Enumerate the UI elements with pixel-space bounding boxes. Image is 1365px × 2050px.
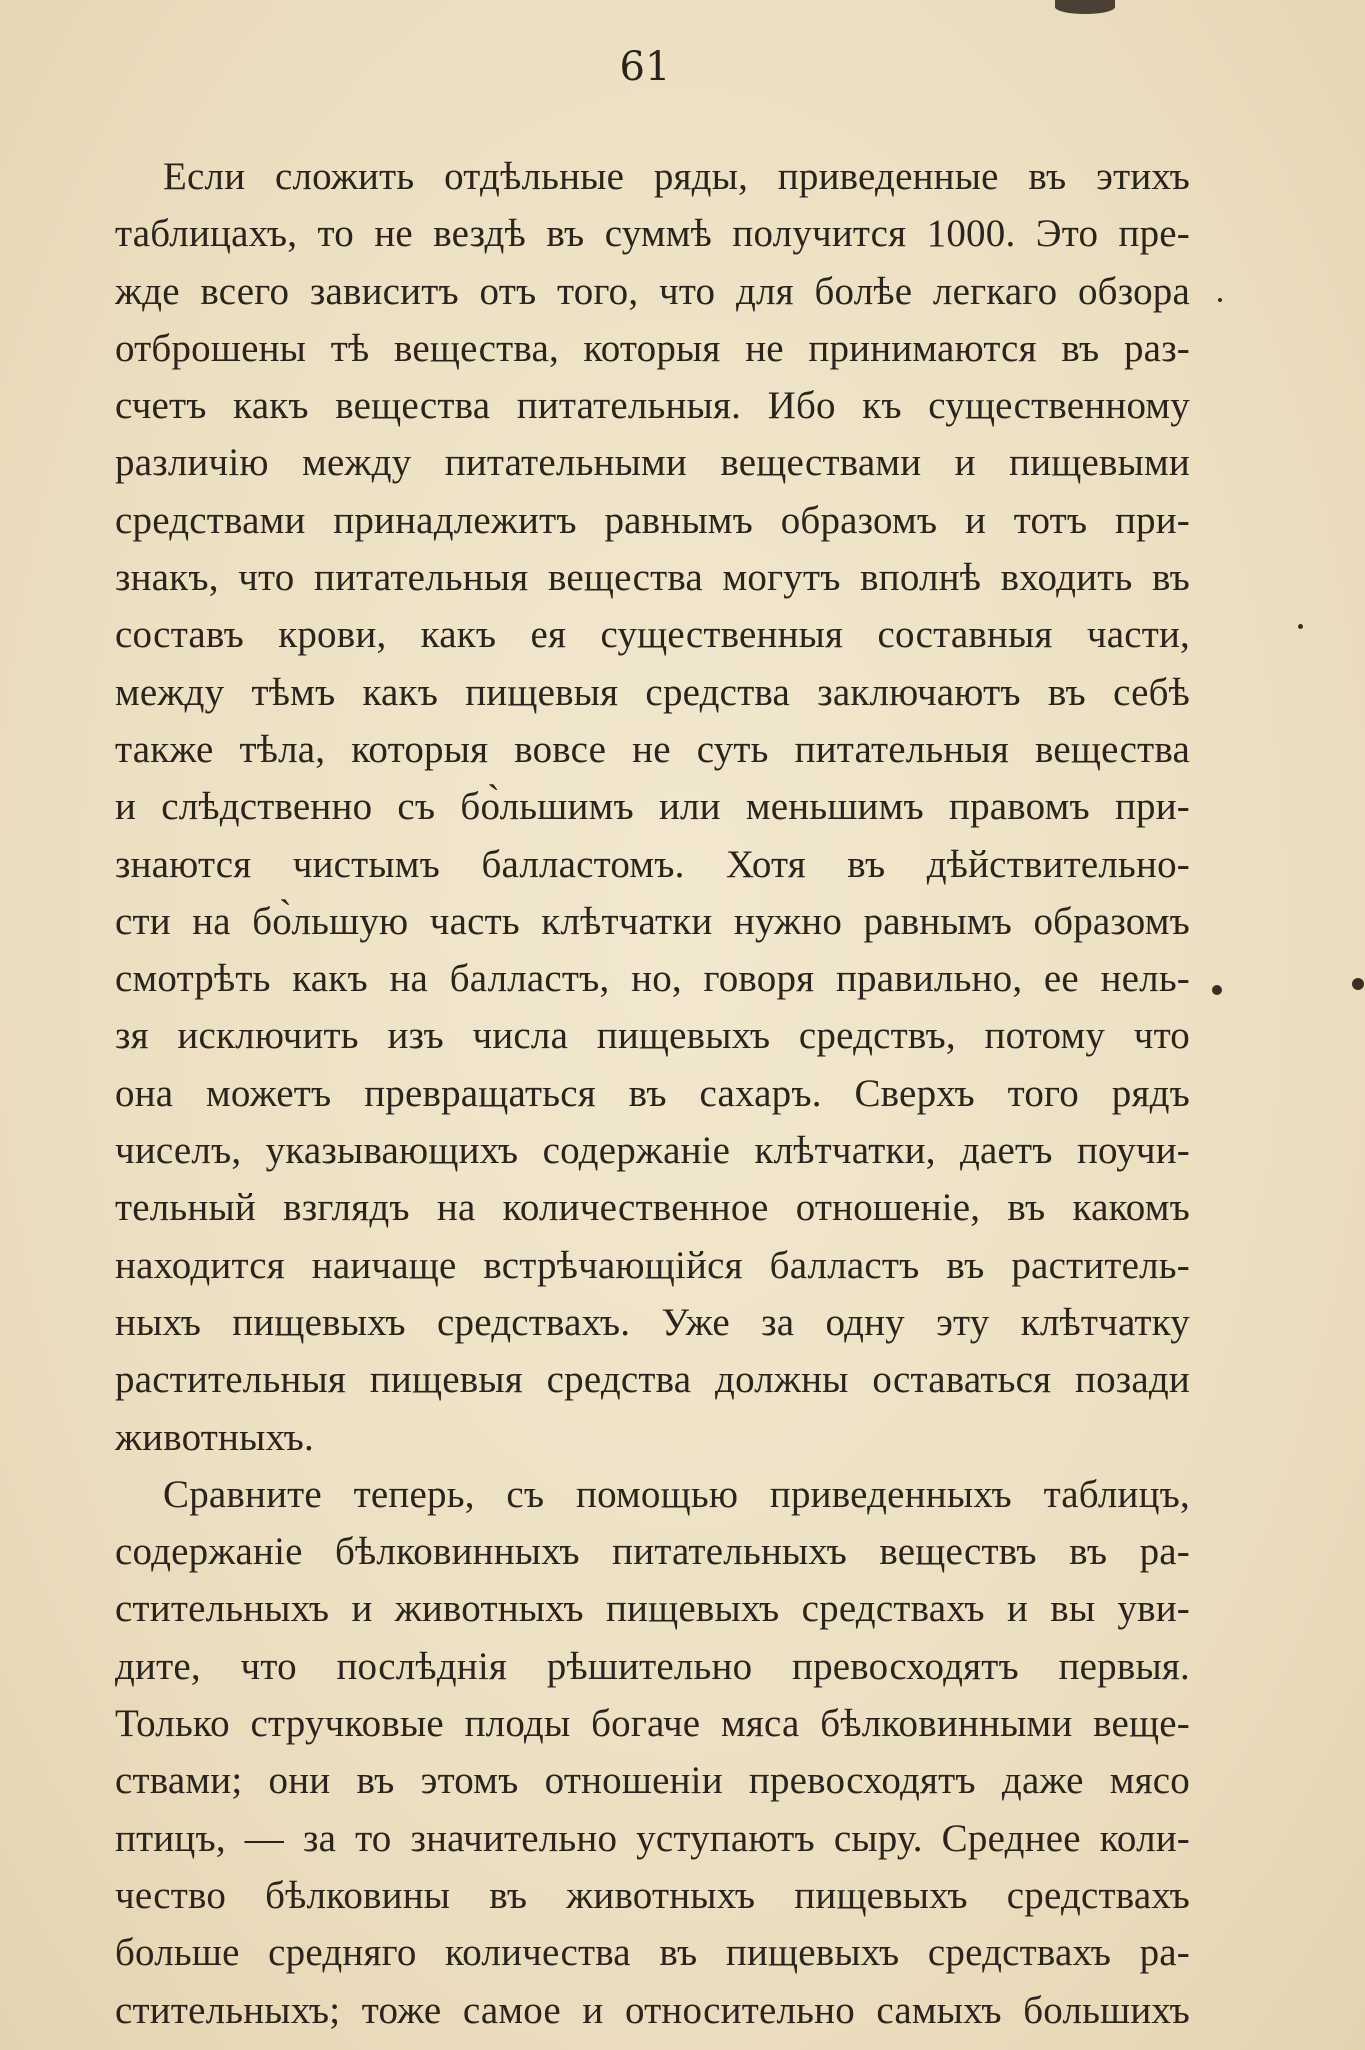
text-line: также тѣла, которыя вовсе не суть питательныя вещества: [115, 727, 1190, 771]
text-line: ствами; они въ этомъ отношеніи превосходятъ даже мясо: [115, 1759, 1190, 1803]
text-line: стительныхъ и животныхъ пищевыхъ средствахъ и вы уви-: [115, 1587, 1190, 1631]
text-line: смотрѣть какъ на балластъ, но, говоря правильно, ее нель-: [115, 957, 1190, 1001]
text-line: ныхъ пищевыхъ средствахъ. Уже за одну эту клѣтчатку: [115, 1300, 1190, 1344]
text-line: Только стручковые плоды богаче мяса бѣлковинными веще-: [115, 1702, 1190, 1746]
ink-speck: [1212, 985, 1222, 995]
paragraph-2: [115, 1466, 1190, 2039]
text-line: чиселъ, указывающихъ содержаніе клѣтчатки, даетъ поучи-: [115, 1129, 1190, 1173]
text-line: находится наичаще встрѣчающійся балластъ въ раститель-: [115, 1243, 1190, 1287]
ink-speck: [1298, 624, 1303, 629]
text-line: больше средняго количества въ пищевыхъ средствахъ ра-: [115, 1931, 1190, 1975]
paragraph-1: [115, 148, 1190, 1466]
text-line: животныхъ.: [115, 1415, 314, 1459]
text-line: отброшены тѣ вещества, которыя не принимаются въ раз-: [115, 326, 1190, 370]
text-line: составъ крови, какъ ея существенныя составныя части,: [115, 613, 1190, 657]
text-line: тельный взглядъ на количественное отношеніе, въ какомъ: [115, 1186, 1190, 1230]
text-line: средствами принадлежитъ равнымъ образомъ и тотъ при-: [115, 498, 1190, 542]
text-line: дите, что послѣднія рѣшительно превосходятъ первыя.: [115, 1644, 1190, 1688]
text-line: различію между питательными веществами и пищевыми: [115, 441, 1190, 485]
ink-smudge: [1055, 0, 1115, 14]
ink-speck: [1218, 298, 1222, 302]
body-text: [115, 148, 1190, 2039]
text-line: счетъ какъ вещества питательныя. Ибо къ существенному: [115, 384, 1190, 428]
text-line: содержаніе бѣлковинныхъ питательныхъ веществъ въ ра-: [115, 1530, 1190, 1574]
text-line: Если сложить отдѣльные ряды, приведенные въ этихъ: [163, 155, 1190, 198]
text-line: таблицахъ, то не вездѣ въ суммѣ получится 1000. Это пре-: [115, 212, 1190, 256]
text-line: птицъ, — за то значительно уступаютъ сыру. Среднее коли-: [115, 1816, 1190, 1860]
text-line: она можетъ превращаться въ сахаръ. Сверхъ того рядъ: [115, 1071, 1190, 1115]
page-number: 61: [619, 44, 671, 90]
text-line: знаются чистымъ балластомъ. Хотя въ дѣйствительно-: [115, 842, 1190, 886]
text-line: сти на бо̀льшую часть клѣтчатки нужно равнымъ образомъ: [115, 899, 1190, 943]
text-line: и слѣдственно съ бо̀льшимъ или меньшимъ правомъ при-: [115, 785, 1190, 829]
ink-speck: [1352, 978, 1364, 990]
text-line: стительныхъ; тоже самое и относительно самыхъ большихъ: [115, 1988, 1190, 2032]
text-line: Сравните теперь, съ помощью приведенныхъ таблицъ,: [163, 1472, 1190, 1516]
text-line: знакъ, что питательныя вещества могутъ вполнѣ входить въ: [115, 556, 1190, 600]
text-line: жде всего зависитъ отъ того, что для болѣе легкаго обзора: [115, 269, 1190, 313]
text-line: растительныя пищевыя средства должны оставаться позади: [115, 1358, 1190, 1402]
text-line: зя исключить изъ числа пищевыхъ средствъ, потому что: [115, 1014, 1190, 1058]
text-line: чество бѣлковины въ животныхъ пищевыхъ средствахъ: [115, 1873, 1190, 1917]
text-line: между тѣмъ какъ пищевыя средства заключаютъ въ себѣ: [115, 670, 1190, 714]
